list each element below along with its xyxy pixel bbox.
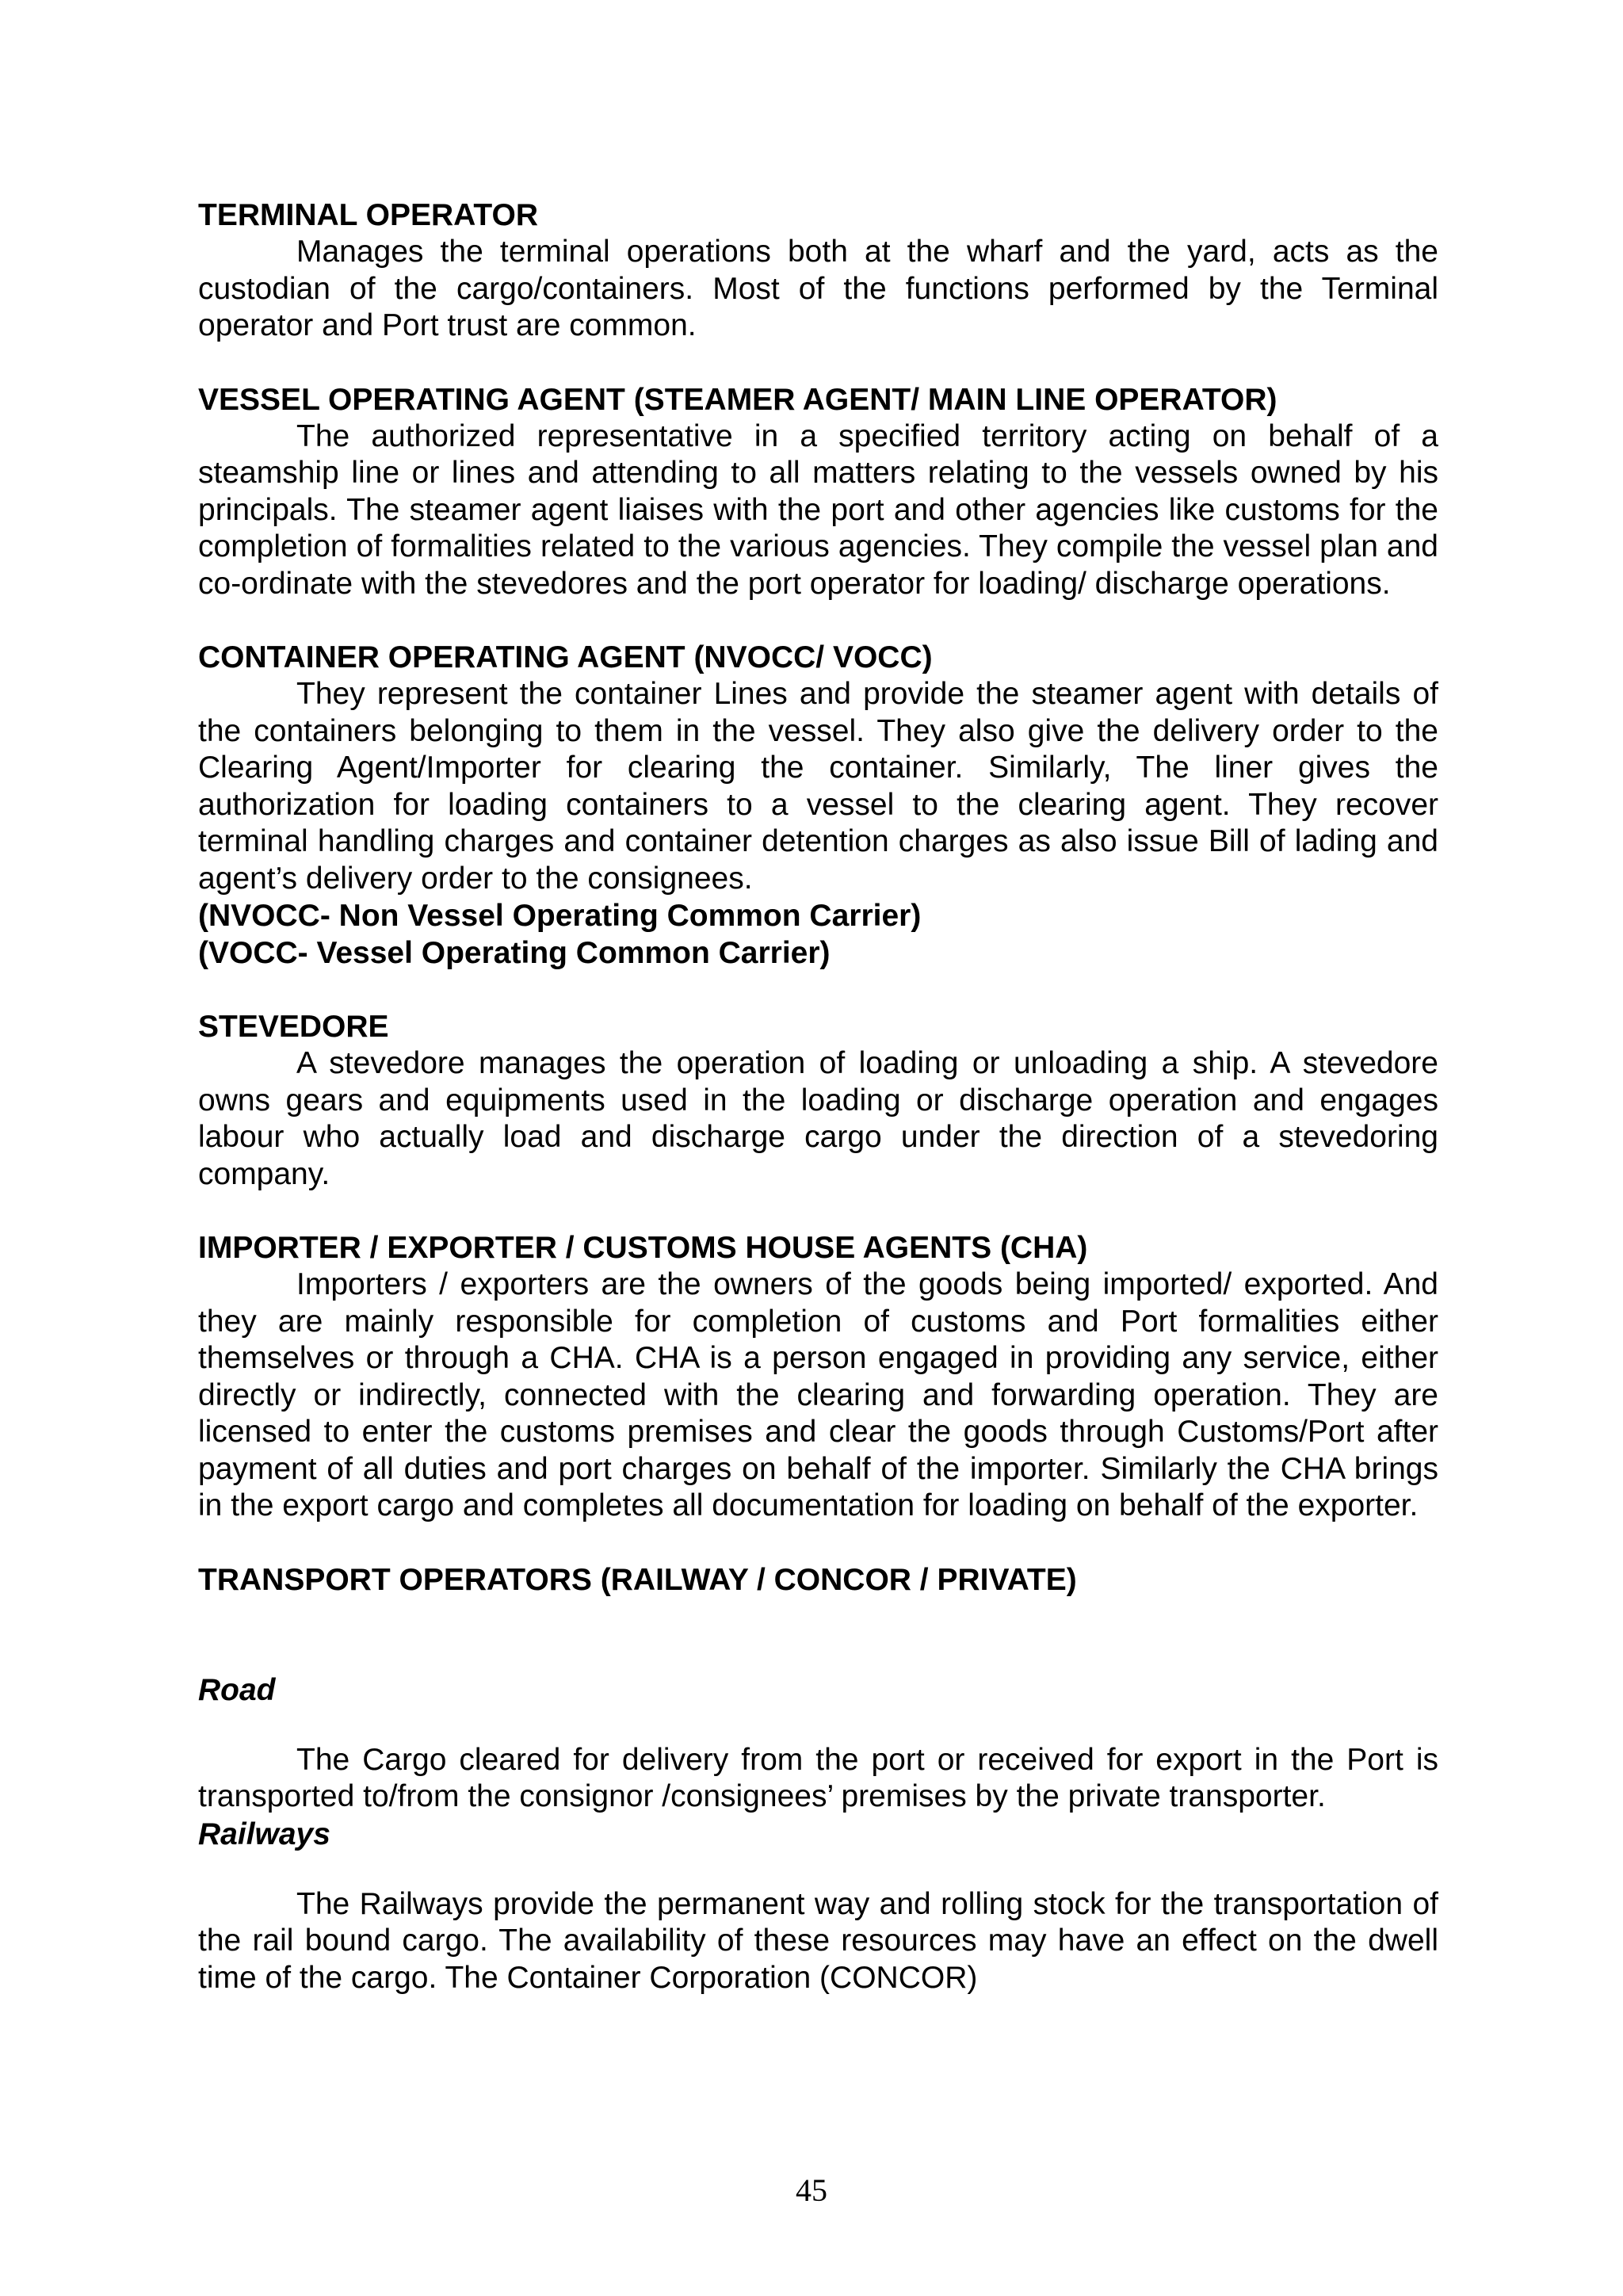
section-paragraph: The Railways provide the permanent way and rolling stock for the transportation of the rail bound cargo. The availability of these resources may have an effect on the dwell time of the cargo. The Container Corporation (CONCOR) — [198, 1886, 1438, 1995]
subsection-heading: Road — [198, 1672, 276, 1707]
abbreviation-note-vocc: (VOCC- Vessel Operating Common Carrier) — [198, 936, 831, 970]
section-heading: TRANSPORT OPERATORS (RAILWAY / CONCOR / PRIVATE) — [198, 1562, 1077, 1597]
page-number: 45 — [796, 2172, 827, 2208]
section-heading: STEVEDORE — [198, 1010, 389, 1044]
section-container-operating-agent — [198, 639, 1438, 972]
section-vessel-operating-agent — [198, 381, 1438, 603]
document-page — [198, 197, 1438, 1996]
section-terminal-operator — [198, 197, 1438, 345]
section-importer-exporter — [198, 1229, 1438, 1525]
section-heading: VESSEL OPERATING AGENT (STEAMER AGENT/ MAIN LINE OPERATOR) — [198, 382, 1277, 417]
section-heading: IMPORTER / EXPORTER / CUSTOMS HOUSE AGENTS (CHA) — [198, 1231, 1088, 1265]
section-paragraph: The authorized representative in a specified territory acting on behalf of a steamship line or lines and attending to all matters relating to the vessels owned by his principals. The steamer agent liaises with the port and other agencies like customs for the completion of formalities related to the various agencies. They compile the vessel plan and co-ordinate with the stevedores and the port operator for loading/ discharge operations. — [198, 418, 1438, 601]
section-transport-operators — [198, 1561, 1438, 1599]
section-road — [198, 1671, 1438, 1816]
subsection-heading: Railways — [198, 1817, 330, 1851]
section-paragraph: Importers / exporters are the owners of the goods being imported/ exported. And they are mainly responsible for completion of customs and Port formalities either themselves or through a CHA. CHA is a person engaged in providing any service, either directly or indirectly, connected with the clearing and forwarding operation. They are licensed to enter the customs premises and clear the goods through Customs/Port after payment of all duties and port charges on behalf of the importer. Similarly the CHA brings in the export cargo and completes all documentation for loading on behalf of the exporter. — [198, 1267, 1438, 1522]
section-paragraph: Manages the terminal operations both at the wharf and the yard, acts as the custodian of the cargo/containers. Most of the functions performed by the Terminal operator and Port trust are common. — [198, 235, 1438, 342]
section-paragraph: The Cargo cleared for delivery from the port or received for export in the Port is transported to/from the consignor /consignees’ premises by the private transporter. — [198, 1742, 1438, 1813]
abbreviation-note-nvocc: (NVOCC- Non Vessel Operating Common Carrier) — [198, 899, 922, 933]
section-paragraph: A stevedore manages the operation of loading or unloading a ship. A stevedore owns gears and equipments used in the loading or discharge operation and engages labour who actually load and discharge cargo under the direction of a stevedoring company. — [198, 1046, 1438, 1191]
section-heading: TERMINAL OPERATOR — [198, 198, 539, 232]
section-stevedore — [198, 1008, 1438, 1193]
section-paragraph: They represent the container Lines and provide the steamer agent with details of the containers belonging to them in the vessel. They also give the delivery order to the Clearing Agent/Importer for clearing the container. Similarly, The liner gives the authorization for loading containers to a vessel to the clearing agent. They recover terminal handling charges and container detention charges as also issue Bill of lading and agent’s delivery order to the consignees. — [198, 677, 1438, 896]
section-heading: CONTAINER OPERATING AGENT (NVOCC/ VOCC) — [198, 640, 933, 674]
section-railways — [198, 1816, 1438, 1997]
